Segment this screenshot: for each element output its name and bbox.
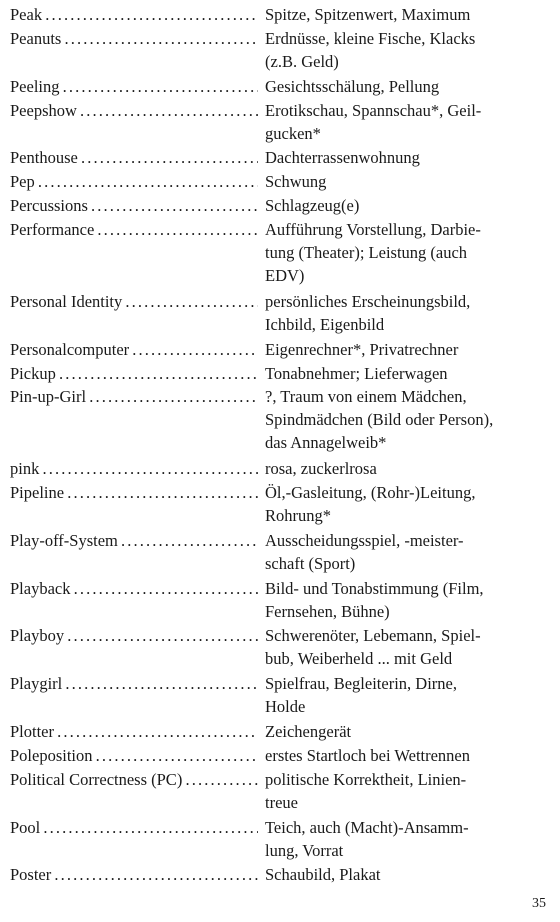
glossary-entry <box>10 744 555 768</box>
definition-line: politische Korrektheit, Linien- <box>265 769 467 789</box>
entry-term: Peepshow . . . <box>10 99 258 122</box>
entry-definition <box>265 338 553 361</box>
entry-term: Pipeline . . . <box>10 481 258 504</box>
definition-line: Zeichengerät <box>265 722 352 741</box>
page-number: 35 <box>532 896 546 911</box>
definition-line: lung, Vorrat <box>265 840 344 860</box>
entry-definition <box>265 529 553 575</box>
glossary-entry <box>10 816 555 864</box>
entry-definition <box>265 720 553 743</box>
definition-line: bub, Weiberheld ... mit Geld <box>265 649 453 669</box>
entry-term: Political Correctness (PC) . . . <box>10 768 258 791</box>
definition-line: Schwerenöter, Lebemann, Spiel- <box>265 626 481 646</box>
definition-line: Holde <box>265 697 306 717</box>
definition-line: Erotikschau, Spannschau*, Geil- <box>265 100 482 120</box>
entry-term: Percussions . . . <box>10 194 258 217</box>
glossary-entry <box>10 218 555 290</box>
entry-definition <box>265 672 553 718</box>
definition-line: Gesichtsschälung, Pellung <box>265 76 440 96</box>
entry-definition <box>265 457 553 480</box>
entry-definition <box>265 3 553 26</box>
glossary-entry <box>10 290 555 338</box>
entry-definition <box>265 146 553 169</box>
glossary-entry <box>10 457 555 481</box>
entry-term: Playgirl . . . <box>10 672 258 695</box>
definition-line: Bild- und Tonabstimmung (Film, <box>265 578 484 598</box>
glossary-entry <box>10 481 555 529</box>
definition-line: Dachterrassenwohnung <box>265 148 420 168</box>
entry-definition <box>265 768 553 814</box>
definition-line: Teich, auch (Macht)-Ansamm- <box>265 817 469 837</box>
glossary-entry <box>10 529 555 577</box>
entry-definition <box>265 481 553 527</box>
definition-line: tung (Theater); Leistung (auch <box>265 243 468 263</box>
glossary-entry <box>10 672 555 720</box>
glossary-entry <box>10 194 555 218</box>
definition-line: Eigenrechner*, Privatrechner <box>265 339 459 359</box>
definition-line: Schlagzeug(e) <box>265 196 360 216</box>
entry-definition <box>265 170 553 193</box>
entry-term: Pep . . . <box>10 170 258 193</box>
entry-definition <box>265 218 553 287</box>
entry-definition <box>265 75 553 98</box>
entry-definition <box>265 194 553 217</box>
entry-definition <box>265 290 553 336</box>
glossary-entry <box>10 170 555 194</box>
entry-term: Peak . . . <box>10 3 258 26</box>
entry-term: Pickup . . . <box>10 362 258 385</box>
definition-line: EDV) <box>265 266 305 286</box>
entry-term: Playback . . . <box>10 577 258 600</box>
entry-definition <box>265 27 553 73</box>
glossary-entry <box>10 385 555 457</box>
definition-line: Tonabnehmer; Lieferwagen <box>265 363 448 383</box>
definition-line: Fernsehen, Bühne) <box>265 601 390 621</box>
entry-term: Penthouse . . . <box>10 146 258 169</box>
definition-line: treue <box>265 792 298 812</box>
entry-definition <box>265 577 553 623</box>
glossary-entry <box>10 577 555 625</box>
glossary-entry <box>10 3 555 27</box>
entry-term: Personalcomputer . . . <box>10 338 258 361</box>
definition-line: Aufführung Vorstellung, Darbie- <box>265 220 481 240</box>
entry-term: Peanuts . . . <box>10 27 258 50</box>
definition-line: persönliches Erscheinungsbild, <box>265 291 471 311</box>
glossary-entry <box>10 146 555 170</box>
entry-term: Poster . . . <box>10 863 258 886</box>
entry-definition <box>265 385 553 454</box>
entry-term: Performance . . . <box>10 218 258 241</box>
definition-line: das Annagelweib* <box>265 433 387 453</box>
entry-definition <box>265 362 553 385</box>
glossary-entry <box>10 75 555 99</box>
entry-term: pink . . . <box>10 457 258 480</box>
glossary-entry <box>10 624 555 672</box>
entry-definition <box>265 816 553 862</box>
entry-term: Plotter . . . <box>10 720 258 743</box>
definition-line: Rohrung* <box>265 506 331 525</box>
definition-line: gucken* <box>265 123 321 143</box>
entry-term: Peeling . . . <box>10 75 258 98</box>
glossary-entry <box>10 27 555 75</box>
entry-term: Pin-up-Girl . . . <box>10 385 258 408</box>
glossary-entry <box>10 768 555 816</box>
definition-line: Spielfrau, Begleiterin, Dirne, <box>265 674 457 694</box>
definition-line: Erdnüsse, kleine Fische, Klacks <box>265 28 476 48</box>
glossary-entry <box>10 338 555 362</box>
definition-line: Ichbild, Eigenbild <box>265 314 385 334</box>
glossary-entry <box>10 99 555 147</box>
definition-line: schaft (Sport) <box>265 553 356 573</box>
definition-line: Öl,-Gasleitung, (Rohr-)Leitung, <box>265 483 476 502</box>
definition-line: Ausscheidungsspiel, -meister- <box>265 530 464 550</box>
entry-definition <box>265 744 553 767</box>
entry-definition <box>265 863 553 886</box>
entry-term: Play-off-System . . . <box>10 529 258 552</box>
entry-definition <box>265 99 553 145</box>
definition-line: ?, Traum von einem Mädchen, <box>265 387 467 407</box>
definition-line: Schwung <box>265 172 327 192</box>
entry-term: Pool . . . <box>10 816 258 839</box>
definition-line: Schaubild, Plakat <box>265 865 381 885</box>
definition-line: Spitze, Spitzenwert, Maximum <box>265 5 471 24</box>
glossary-entry <box>10 362 555 386</box>
glossary-entry <box>10 720 555 744</box>
definition-line: erstes Startloch bei Wettrennen <box>265 745 471 765</box>
definition-line: Spindmädchen (Bild oder Person), <box>265 410 494 430</box>
glossary-entry <box>10 863 555 887</box>
entry-term: Personal Identity . . . <box>10 290 258 313</box>
entry-term: Playboy . . . <box>10 624 258 647</box>
entry-definition <box>265 624 553 670</box>
definition-line: rosa, zuckerlrosa <box>265 459 377 479</box>
definition-line: (z.B. Geld) <box>265 51 339 71</box>
entry-term: Poleposition . . . <box>10 744 258 767</box>
